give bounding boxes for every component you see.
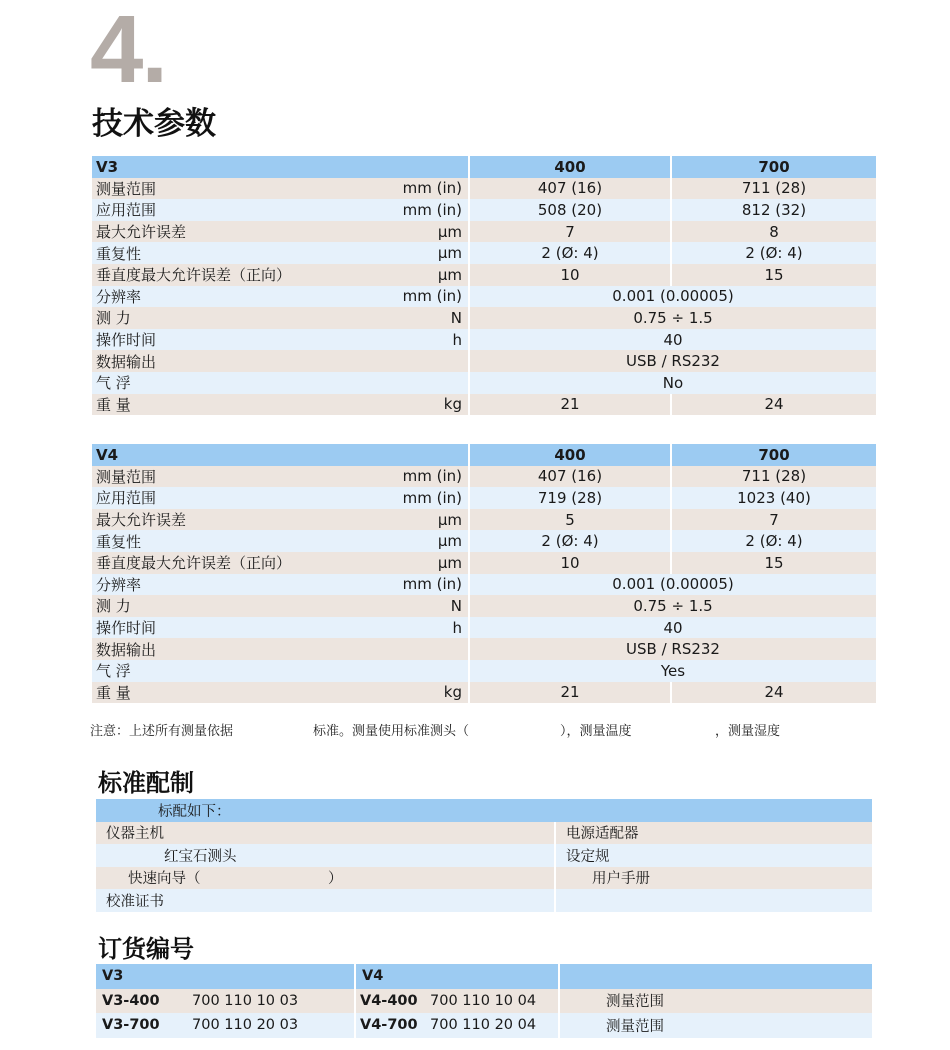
order-header-v4: V4	[356, 964, 558, 989]
spec-unit: µm	[437, 553, 462, 572]
spec-label: 气 浮	[92, 660, 468, 682]
order-range-label: 测量范围	[560, 989, 872, 1014]
spec-unit: h	[452, 330, 462, 349]
table-row	[96, 867, 872, 890]
spec-unit: N	[450, 596, 462, 615]
spec-value-700: 24	[672, 394, 876, 416]
spec-unit	[92, 660, 468, 682]
item-right: 设定规	[556, 844, 872, 867]
item-right: 电源适配器	[556, 822, 872, 845]
spec-value-400: 407 (16)	[470, 466, 670, 488]
column-header-700: 700	[672, 156, 876, 178]
order-number: 700 110 20 03	[192, 1017, 299, 1034]
order-header-extra	[560, 964, 872, 989]
column-header-400: 400	[470, 444, 670, 466]
spec-label: 重 量	[92, 394, 468, 416]
spec-value-700: 15	[672, 264, 876, 286]
order-header-v3: V3	[96, 964, 354, 989]
spec-label: 操作时间	[92, 329, 468, 351]
model-header: V4	[92, 444, 468, 466]
spec-unit: µm	[437, 265, 462, 284]
column-header-400: 400	[470, 156, 670, 178]
spec-value-shared: 0.001 (0.00005)	[470, 286, 876, 308]
table-row	[96, 889, 872, 912]
table-row	[92, 307, 876, 329]
item-left	[96, 867, 554, 890]
item-right	[556, 889, 872, 912]
table-row	[96, 822, 872, 845]
spec-value-400: 21	[470, 394, 670, 416]
order-v4-cell	[356, 989, 558, 1014]
model-header: V3	[92, 156, 468, 178]
order-v4-cell	[356, 1013, 558, 1038]
order-number: 700 110 10 03	[192, 992, 299, 1009]
table-row	[92, 199, 876, 221]
spec-unit: mm (in)	[402, 287, 462, 306]
spec-label: 应用范围	[92, 487, 468, 509]
spec-unit: kg	[443, 683, 462, 702]
spec-unit: mm (in)	[402, 467, 462, 486]
spec-value-700: 15	[672, 552, 876, 574]
table-row	[92, 286, 876, 308]
table-header	[92, 444, 876, 466]
model-code: V3-700	[102, 1017, 160, 1034]
spec-label: 垂直度最大允许误差（正向）	[92, 264, 468, 286]
standard-header	[96, 799, 872, 822]
table-row	[92, 487, 876, 509]
section-title: 技术参数	[92, 106, 216, 142]
spec-value-700: 1023 (40)	[672, 487, 876, 509]
note-part-4: ，测量湿度	[715, 724, 781, 739]
spec-unit: µm	[437, 244, 462, 263]
spec-unit	[92, 350, 468, 372]
spec-value-shared: USB / RS232	[470, 638, 876, 660]
spec-label: 分辨率	[92, 286, 468, 308]
model-code: V3-400	[102, 992, 160, 1009]
spec-value-400: 7	[470, 221, 670, 243]
spec-label: 最大允许误差	[92, 509, 468, 531]
spec-value-400: 2 (Ø: 4)	[470, 242, 670, 264]
spec-unit: µm	[437, 222, 462, 241]
spec-value-700: 2 (Ø: 4)	[672, 242, 876, 264]
table-row	[92, 530, 876, 552]
table-row	[92, 638, 876, 660]
table-header	[96, 964, 872, 989]
spec-value-700: 711 (28)	[672, 178, 876, 200]
order-v3-cell	[96, 989, 354, 1014]
table-row	[92, 242, 876, 264]
table-row	[92, 350, 876, 372]
spec-label: 测 力	[92, 307, 468, 329]
spec-label: 最大允许误差	[92, 221, 468, 243]
table-row	[92, 394, 876, 416]
spec-value-shared: 0.001 (0.00005)	[470, 574, 876, 596]
spec-label: 数据输出	[92, 638, 468, 660]
spec-value-400: 407 (16)	[470, 178, 670, 200]
spec-value-400: 5	[470, 509, 670, 531]
spec-value-700: 2 (Ø: 4)	[672, 530, 876, 552]
table-row	[96, 1013, 872, 1038]
spec-unit: h	[452, 618, 462, 637]
spec-value-400: 10	[470, 552, 670, 574]
spec-unit: mm (in)	[402, 200, 462, 219]
model-code: V4-400	[360, 992, 418, 1009]
spec-label: 重复性	[92, 242, 468, 264]
column-header-700: 700	[672, 444, 876, 466]
spec-unit	[92, 372, 468, 394]
standard-config-title: 标准配制	[98, 769, 194, 797]
spec-unit: µm	[437, 532, 462, 551]
table-row	[92, 372, 876, 394]
spec-value-shared: USB / RS232	[470, 350, 876, 372]
spec-label: 重 量	[92, 682, 468, 704]
spec-label: 气 浮	[92, 372, 468, 394]
table-row	[96, 989, 872, 1014]
item-left: 红宝石测头	[96, 844, 554, 867]
spec-unit: mm (in)	[402, 179, 462, 198]
table-row	[92, 264, 876, 286]
spec-table-v4	[92, 444, 876, 703]
standard-header-label: 标配如下：	[158, 803, 231, 820]
table-row	[92, 221, 876, 243]
table-row	[92, 574, 876, 596]
spec-value-shared: 0.75 ÷ 1.5	[470, 307, 876, 329]
spec-label: 垂直度最大允许误差（正向）	[92, 552, 468, 574]
spec-value-shared: Yes	[470, 660, 876, 682]
item-left: 校准证书	[96, 889, 554, 912]
note-part-2: 标准。测量使用标准测头（	[313, 724, 470, 739]
spec-table-v3	[92, 156, 876, 415]
spec-value-shared: 0.75 ÷ 1.5	[470, 595, 876, 617]
note-part-1: 注意：上述所有测量依据	[90, 724, 234, 739]
spec-unit	[92, 638, 468, 660]
order-number-table	[96, 964, 872, 1038]
model-code: V4-700	[360, 1017, 418, 1034]
spec-value-400: 21	[470, 682, 670, 704]
spec-unit: mm (in)	[402, 488, 462, 507]
item-right: 用户手册	[556, 867, 872, 890]
table-row	[92, 466, 876, 488]
spec-value-700: 24	[672, 682, 876, 704]
spec-label: 数据输出	[92, 350, 468, 372]
spec-value-700: 711 (28)	[672, 466, 876, 488]
spec-value-400: 508 (20)	[470, 199, 670, 221]
spec-label: 测量范围	[92, 466, 468, 488]
order-range-label: 测量范围	[560, 1013, 872, 1038]
item-left: 仪器主机	[96, 822, 554, 845]
table-row	[92, 329, 876, 351]
spec-value-400: 719 (28)	[470, 487, 670, 509]
spec-unit: µm	[437, 510, 462, 529]
table-row	[96, 844, 872, 867]
spec-value-700: 7	[672, 509, 876, 531]
section-number: 4.	[90, 0, 167, 103]
spec-value-shared: 40	[470, 329, 876, 351]
table-row	[92, 509, 876, 531]
spec-unit: kg	[443, 395, 462, 414]
table-row	[92, 178, 876, 200]
table-row	[92, 595, 876, 617]
spec-label: 操作时间	[92, 617, 468, 639]
order-number-title: 订货编号	[98, 935, 194, 963]
order-number: 700 110 10 04	[430, 992, 537, 1009]
spec-value-400: 2 (Ø: 4)	[470, 530, 670, 552]
table-row	[92, 682, 876, 704]
spec-value-shared: No	[470, 372, 876, 394]
table-header	[96, 799, 872, 822]
spec-value-700: 8	[672, 221, 876, 243]
spec-unit: mm (in)	[402, 575, 462, 594]
note-part-3: ），测量温度	[560, 724, 632, 739]
item-left-close: ）	[328, 871, 343, 888]
order-number: 700 110 20 04	[430, 1017, 537, 1034]
spec-unit: N	[450, 308, 462, 327]
table-row	[92, 617, 876, 639]
table-row	[92, 660, 876, 682]
spec-label: 测量范围	[92, 178, 468, 200]
table-row	[92, 552, 876, 574]
spec-value-700: 812 (32)	[672, 199, 876, 221]
table-header	[92, 156, 876, 178]
spec-label: 分辨率	[92, 574, 468, 596]
spec-label: 测 力	[92, 595, 468, 617]
spec-value-400: 10	[470, 264, 670, 286]
spec-label: 应用范围	[92, 199, 468, 221]
spec-label: 重复性	[92, 530, 468, 552]
order-v3-cell	[96, 1013, 354, 1038]
spec-value-shared: 40	[470, 617, 876, 639]
item-left-text: 快速向导（	[128, 871, 201, 888]
standard-config-table	[96, 799, 872, 912]
